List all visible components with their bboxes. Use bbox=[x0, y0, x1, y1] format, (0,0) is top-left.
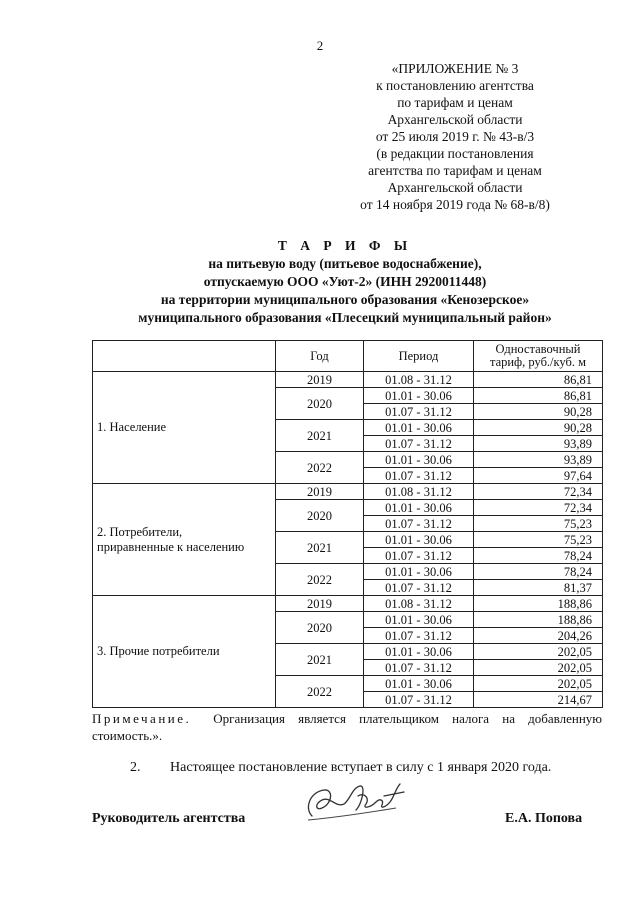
clause-text: Настоящее постановление вступает в силу с 1 января 2020 года. bbox=[170, 760, 552, 775]
handwritten-signature bbox=[300, 778, 410, 828]
tariff-table bbox=[92, 340, 603, 708]
period-cell: 01.01 - 30.06 bbox=[364, 420, 474, 436]
tariff-cell: 202,05 bbox=[474, 676, 603, 692]
period-cell: 01.07 - 31.12 bbox=[364, 580, 474, 596]
appendix-line: «ПРИЛОЖЕНИЕ № 3 bbox=[391, 61, 519, 76]
year-cell: 2020 bbox=[276, 388, 364, 420]
appendix-line: Архангельской области bbox=[387, 112, 523, 127]
tariff-cell: 72,34 bbox=[474, 484, 603, 500]
note-text: Организация является плательщиком налога на добавленную стоимость.». bbox=[92, 711, 602, 743]
tariff-cell: 90,28 bbox=[474, 420, 603, 436]
period-cell: 01.07 - 31.12 bbox=[364, 404, 474, 420]
document-title bbox=[60, 237, 630, 327]
period-cell: 01.08 - 31.12 bbox=[364, 372, 474, 388]
category-cell: 2. Потребители, приравненные к населению bbox=[93, 484, 276, 596]
appendix-line: агентства по тарифам и ценам bbox=[368, 163, 542, 178]
period-cell: 01.01 - 30.06 bbox=[364, 644, 474, 660]
title-line-2: на питьевую воду (питьевое водоснабжение), bbox=[208, 256, 482, 271]
signatory-name: Е.А. Попова bbox=[505, 811, 583, 826]
period-cell: 01.01 - 30.06 bbox=[364, 564, 474, 580]
table-header-row bbox=[93, 341, 603, 372]
appendix-line: к постановлению агентства bbox=[376, 78, 534, 93]
year-cell: 2020 bbox=[276, 612, 364, 644]
period-cell: 01.01 - 30.06 bbox=[364, 532, 474, 548]
period-cell: 01.01 - 30.06 bbox=[364, 388, 474, 404]
year-cell: 2019 bbox=[276, 372, 364, 388]
tariff-cell: 75,23 bbox=[474, 516, 603, 532]
note-label: Примечание. bbox=[92, 711, 192, 726]
title-line-3: отпускаемую ООО «Уют-2» (ИНН 2920011448) bbox=[203, 274, 487, 289]
period-cell: 01.07 - 31.12 bbox=[364, 548, 474, 564]
table-body bbox=[93, 372, 603, 708]
year-cell: 2022 bbox=[276, 452, 364, 484]
tariff-cell: 204,26 bbox=[474, 628, 603, 644]
period-cell: 01.07 - 31.12 bbox=[364, 436, 474, 452]
tariff-cell: 93,89 bbox=[474, 452, 603, 468]
tariff-cell: 188,86 bbox=[474, 612, 603, 628]
year-cell: 2020 bbox=[276, 500, 364, 532]
tariff-cell: 93,89 bbox=[474, 436, 603, 452]
period-cell: 01.07 - 31.12 bbox=[364, 628, 474, 644]
table-row bbox=[93, 596, 603, 612]
appendix-line: от 14 ноября 2019 года № 68-в/8) bbox=[360, 197, 550, 212]
tariff-cell: 86,81 bbox=[474, 388, 603, 404]
clause-2 bbox=[130, 760, 610, 776]
period-cell: 01.07 - 31.12 bbox=[364, 692, 474, 708]
period-cell: 01.01 - 30.06 bbox=[364, 452, 474, 468]
category-cell: 1. Население bbox=[93, 372, 276, 484]
year-cell: 2022 bbox=[276, 676, 364, 708]
header-tariff: Одноставочный тариф, руб./куб. м bbox=[474, 341, 603, 372]
year-cell: 2019 bbox=[276, 484, 364, 500]
year-cell: 2019 bbox=[276, 596, 364, 612]
year-cell: 2021 bbox=[276, 420, 364, 452]
header-year: Год bbox=[276, 341, 364, 372]
table-row bbox=[93, 372, 603, 388]
tariff-cell: 75,23 bbox=[474, 532, 603, 548]
title-line-4: на территории муниципального образования «Кенозерское» bbox=[160, 292, 530, 307]
table-row bbox=[93, 484, 603, 500]
tariff-cell: 90,28 bbox=[474, 404, 603, 420]
period-cell: 01.01 - 30.06 bbox=[364, 612, 474, 628]
header-period: Период bbox=[364, 341, 474, 372]
appendix-line: Архангельской области bbox=[387, 180, 523, 195]
category-cell: 3. Прочие потребители bbox=[93, 596, 276, 708]
appendix-line: от 25 июля 2019 г. № 43-в/3 bbox=[375, 129, 535, 144]
page-number: 2 bbox=[316, 38, 324, 53]
header-category bbox=[93, 341, 276, 372]
appendix-line: (в редакции постановления bbox=[376, 146, 534, 161]
clause-number: 2. bbox=[130, 760, 141, 775]
tariff-cell: 78,24 bbox=[474, 548, 603, 564]
tariff-cell: 202,05 bbox=[474, 644, 603, 660]
period-cell: 01.08 - 31.12 bbox=[364, 596, 474, 612]
year-cell: 2022 bbox=[276, 564, 364, 596]
tariff-cell: 78,24 bbox=[474, 564, 603, 580]
period-cell: 01.01 - 30.06 bbox=[364, 500, 474, 516]
signatory-position: Руководитель агентства bbox=[92, 811, 246, 826]
period-cell: 01.08 - 31.12 bbox=[364, 484, 474, 500]
appendix-line: по тарифам и ценам bbox=[397, 95, 513, 110]
period-cell: 01.07 - 31.12 bbox=[364, 516, 474, 532]
period-cell: 01.01 - 30.06 bbox=[364, 676, 474, 692]
period-cell: 01.07 - 31.12 bbox=[364, 660, 474, 676]
appendix-header bbox=[330, 60, 580, 213]
tariff-cell: 97,64 bbox=[474, 468, 603, 484]
note bbox=[92, 710, 602, 744]
title-line-5: муниципального образования «Плесецкий муниципальный район» bbox=[138, 310, 552, 325]
tariff-cell: 202,05 bbox=[474, 660, 603, 676]
tariff-cell: 86,81 bbox=[474, 372, 603, 388]
year-cell: 2021 bbox=[276, 644, 364, 676]
year-cell: 2021 bbox=[276, 532, 364, 564]
tariff-cell: 214,67 bbox=[474, 692, 603, 708]
tariff-cell: 81,37 bbox=[474, 580, 603, 596]
tariff-cell: 188,86 bbox=[474, 596, 603, 612]
title-main: Т А Р И Ф Ы bbox=[277, 238, 413, 253]
period-cell: 01.07 - 31.12 bbox=[364, 468, 474, 484]
tariff-cell: 72,34 bbox=[474, 500, 603, 516]
